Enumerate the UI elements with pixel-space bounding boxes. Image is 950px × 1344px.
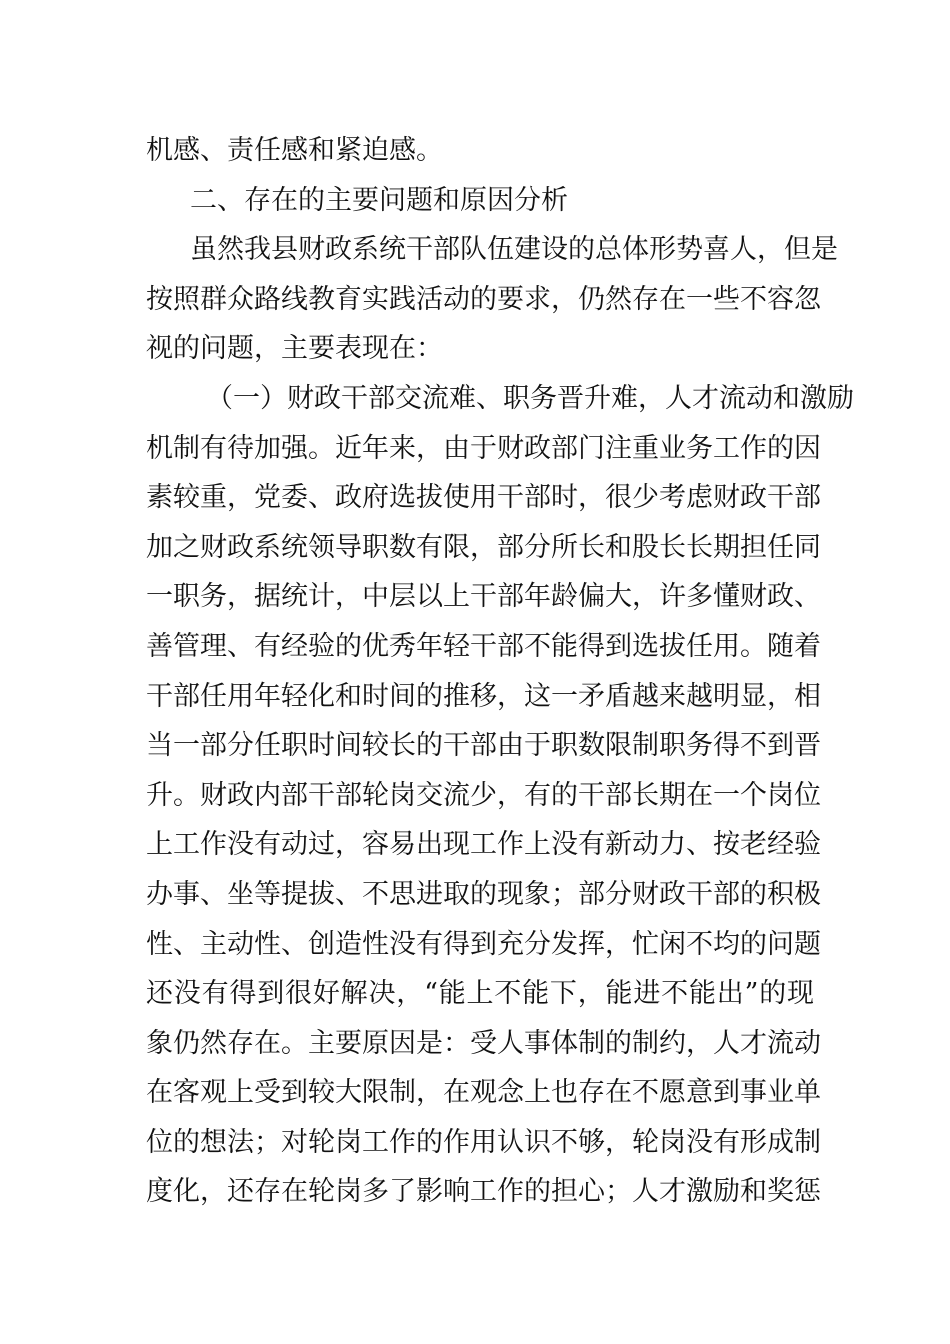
paragraph-line (146, 969, 814, 1019)
paragraph-line (146, 920, 821, 970)
subsection-first-line (146, 374, 854, 424)
text-line: （一）财政干部交流难、职务晋升难，人才流动和激励 (206, 382, 854, 414)
paragraph-line (146, 1118, 821, 1168)
paragraph-line (146, 473, 821, 523)
paragraph-line (146, 523, 821, 573)
text-line: 位的想法；对轮岗工作的作用认识不够，轮岗没有形成制 (146, 1126, 821, 1158)
text-line: 度化，还存在轮岗多了影响工作的担心；人才激励和奖惩 (146, 1176, 821, 1208)
paragraph-first-line (146, 225, 838, 275)
paragraph-line (146, 672, 821, 722)
text-line: 上工作没有动过，容易出现工作上没有新动力、按老经验 (146, 829, 821, 861)
paragraph-tail-line (146, 126, 814, 176)
paragraph-line (146, 572, 821, 622)
text-line: 象仍然存在。主要原因是：受人事体制的制约，人才流动 (146, 1027, 821, 1059)
text-line: 还没有得到很好解决，“能上不能下，能进不能出”的现 (146, 978, 814, 1010)
document-body (146, 126, 854, 1217)
paragraph-line (146, 820, 821, 870)
text-line: 善管理、有经验的优秀年轻干部不能得到选拔任用。随着 (146, 630, 821, 662)
section-heading (146, 176, 814, 226)
text-line: 性、主动性、创造性没有得到充分发挥，忙闲不均的问题 (146, 928, 821, 960)
text-line: 加之财政系统领导职数有限，部分所长和股长长期担任同 (146, 531, 821, 563)
text-line: 升。财政内部干部轮岗交流少，有的干部长期在一个岗位 (146, 779, 821, 811)
text-line: 在客观上受到较大限制，在观念上也存在不愿意到事业单 (146, 1077, 821, 1109)
text-line: 办事、坐等提拔、不思进取的现象；部分财政干部的积极 (146, 878, 821, 910)
text-line: 二、存在的主要问题和原因分析 (190, 184, 568, 216)
paragraph-line (146, 721, 821, 771)
paragraph-line (146, 771, 821, 821)
paragraph-line (146, 870, 821, 920)
text-line: 干部任用年轻化和时间的推移，这一矛盾越来越明显，相 (146, 680, 821, 712)
paragraph-line (146, 622, 821, 672)
text-line: 一职务，据统计，中层以上干部年龄偏大，许多懂财政、 (146, 581, 821, 613)
text-line: 机制有待加强。近年来，由于财政部门注重业务工作的因 (146, 432, 821, 464)
paragraph-last-line (146, 324, 814, 374)
paragraph-line (146, 1167, 821, 1217)
paragraph-line (146, 1019, 821, 1069)
paragraph-line (146, 275, 821, 325)
text-line: 当一部分任职时间较长的干部由于职数限制职务得不到晋 (146, 730, 821, 762)
text-line: 虽然我县财政系统干部队伍建设的总体形势喜人，但是 (190, 234, 838, 266)
text-line: 按照群众路线教育实践活动的要求，仍然存在一些不容忽 (146, 283, 821, 315)
paragraph-line (146, 424, 821, 474)
text-line: 素较重，党委、政府选拔使用干部时，很少考虑财政干部 (146, 482, 821, 514)
text-line: 机感、责任感和紧迫感。 (146, 135, 443, 166)
paragraph-line (146, 1068, 821, 1118)
text-line: 视的问题，主要表现在： (146, 333, 443, 365)
